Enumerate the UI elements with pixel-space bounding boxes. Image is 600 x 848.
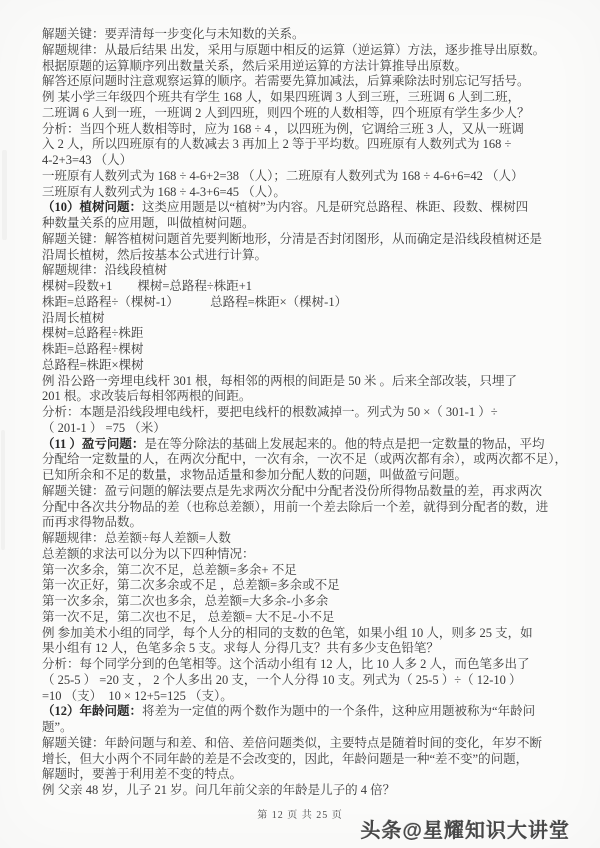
text-line	[42, 626, 578, 642]
text-line	[42, 389, 578, 405]
text-line	[42, 279, 578, 295]
text-line	[42, 594, 578, 610]
text-line	[42, 43, 578, 59]
text-line	[42, 358, 578, 374]
text-run: 将差为一定值的两个数作为题中的一个条件，这种应用题被称为“年龄问	[142, 704, 536, 719]
text-run: 解题规律：从最后结果 出发，采用与原题中相反的运算（逆运算）方法，逐步推导出原数。	[42, 42, 546, 57]
text-run: 解题规律：沿线段植树	[42, 263, 168, 278]
section-heading: （12）年龄问题：	[42, 704, 143, 719]
text-run: 第一次多余，第二次不足，总差额=多余+ 不足	[42, 562, 297, 577]
text-line	[42, 342, 578, 358]
watermark	[360, 814, 570, 843]
text-line	[42, 752, 578, 768]
text-run: 题”。	[42, 720, 73, 734]
text-line	[42, 27, 578, 43]
text-line	[42, 216, 578, 232]
text-line	[42, 137, 578, 153]
text-run: 株距=总路程÷（棵树-1） 总路程=株距×（棵树-1）	[42, 294, 348, 309]
text-run: 第一次不足，第二次也不足， 总差额= 大不足-小不足	[42, 609, 335, 624]
text-run: 第一次正好，第二次多余或不足 ，总差额=多余或不足	[42, 578, 340, 593]
text-run: 棵树=总路程÷株距	[42, 326, 144, 341]
text-run: 201 根。求改装后每相邻两根的间距。	[42, 389, 252, 404]
text-line	[42, 263, 578, 279]
text-line	[42, 153, 578, 169]
text-run: 是在等分除法的基础上发展起来的。他的特点是把一定数量的物品，平均	[144, 436, 545, 451]
text-line	[42, 468, 578, 484]
text-line	[42, 783, 578, 799]
text-line	[42, 374, 578, 390]
text-run: 解题关键：要弄清每一步变化与未知数的关系。	[42, 27, 305, 41]
text-line	[42, 704, 578, 720]
text-run: 解题关键：解答植树问题首先要判断地形，分清是否封闭图形，从而确定是沿线段植树还是	[42, 231, 543, 246]
text-run: 第一次多余，第二次也多余，总差额=大多余-小多余	[42, 594, 329, 608]
text-run: 总差额的求法可以分为以下四种情况：	[42, 546, 255, 561]
text-run: 分析：每个同学分到的色笔相等。这个活动小组有 12 人，比 10 人多 2 人，而色笔多出了	[42, 657, 530, 671]
text-line	[42, 531, 578, 547]
text-run: 棵树=段数+1 棵树=总路程÷株距+1	[42, 279, 253, 293]
text-line	[42, 185, 578, 201]
text-run: 解题关键：盈亏问题的解法要点是先求两次分配中分配者没份所得物品数量的差，再求两次	[42, 483, 543, 498]
text-run: 分析：当四个班人数相等时，应为 168 ÷ 4 ，以四班为例，它调给三班 3 人，又从一班调	[42, 121, 524, 136]
text-line	[42, 515, 578, 531]
text-line	[42, 689, 578, 705]
text-line	[42, 657, 578, 673]
text-run: 解题规律：总差额÷每人差额=人数	[42, 531, 231, 545]
text-line	[42, 578, 578, 594]
text-line	[42, 326, 578, 342]
text-line	[42, 122, 578, 138]
text-run: 二班调 6 人到一班，一班调 2 人到四班，则四个班的人数相等，四个班原有学生多少人？	[42, 105, 530, 120]
text-line	[42, 767, 578, 783]
text-run: 分配给一定数量的人，在两次分配中，一次有余，一次不足（或两次都有余），或两次都不足），	[42, 452, 568, 467]
text-line	[42, 736, 578, 752]
text-run: 根据原题的运算顺序列出数量关系，然后采用逆运算的方法计算推导出原数。	[42, 58, 468, 73]
scan-artifact	[1, 430, 5, 550]
text-run: 例 沿公路一旁埋电线杆 301 根，每相邻的两根的间距是 50 米 。后来全部改装，只埋了	[42, 373, 518, 388]
text-run: 沿周长植树	[42, 310, 105, 325]
document-text-body	[42, 27, 578, 799]
text-line	[42, 311, 578, 327]
text-run: 入 2 人，所以四班原有的人数减去 3 再加上 2 等于平均数。四班原有人数列式为 168 ÷	[42, 137, 512, 152]
text-run: 种数量关系的应用题，叫做植树问题。	[42, 216, 255, 230]
text-run: 分析：本题是沿线段埋电线杆，要把电线杆的根数减掉一。列式为 50 ×（ 301-1 ）÷	[42, 405, 498, 419]
text-line	[42, 610, 578, 626]
text-run: 总路程=株距×棵树	[42, 357, 144, 372]
page-number-indicator: 第 12 页 共 25 页	[257, 810, 343, 821]
text-line	[42, 232, 578, 248]
text-line	[42, 90, 578, 106]
text-run: 解题时，要善于利用差不变的特点。	[42, 767, 243, 782]
section-heading: （10）植树问题：	[42, 200, 143, 215]
text-line	[42, 720, 578, 736]
text-run: 分配中各次共分物品的差（也称总差额），用前一个差去除后一个差，就得到分配者的数，进	[42, 499, 549, 514]
text-run: 增长，但大小两个不同年龄的差是不会改变的，因此，年龄问题是一种“差不变”的问题，	[42, 751, 529, 766]
text-line	[42, 563, 578, 579]
text-run: （ 201-1 ） =75 （米）	[42, 420, 166, 435]
text-line	[42, 169, 578, 185]
text-line	[42, 421, 578, 437]
text-line	[42, 405, 578, 421]
text-run: （ 25-5 ） =20 支 ， 2 个人多出 20 支，一个人分得 10 支。列式为（ 25-5 ）÷（ 12-10 ）	[42, 672, 522, 687]
text-line	[42, 484, 578, 500]
text-run: 一班原有人数列式为 168 ÷ 4-6+2=38 （人）；二班原有人数列式为 168 ÷ 4-6+6=42 （人）	[42, 168, 524, 183]
text-run: 这类应用题是以“植树”为内容。凡是研究总路程、株距、段数、棵树四	[142, 200, 529, 215]
text-line	[42, 547, 578, 563]
text-line	[42, 248, 578, 264]
text-run: 解答还原问题时注意观察运算的顺序。若需要先算加减法，后算乘除法时别忘记写括号。	[42, 74, 530, 89]
text-line	[42, 673, 578, 689]
text-run: 例 某小学三年级四个班共有学生 168 人，如果四班调 3 人到三班，三班调 6 人到二班，	[42, 90, 521, 104]
text-line	[42, 452, 578, 468]
text-run: 解题关键：年龄问题与和差、和倍、差倍问题类似，主要特点是随着时间的变化，年岁不断	[42, 735, 543, 750]
text-run: 例 参加美术小组的同学，每个人分的相同的支数的色笔，如果小组 10 人，则多 25 支，如	[42, 625, 533, 640]
text-line	[42, 74, 578, 90]
text-line	[42, 437, 578, 453]
text-run: 已知所余和不足的数量，求物品适量和参加分配人数的问题，叫做盈亏问题。	[42, 468, 468, 482]
text-line	[42, 200, 578, 216]
watermark-text: 头条@星耀知识大讲堂	[360, 820, 570, 842]
text-run: 三班原有人数列式为 168 ÷ 4-3+6=45 （人）。	[42, 184, 286, 199]
text-line	[42, 59, 578, 75]
text-run: =10 （支） 10 × 12+5=125 （支）。	[42, 688, 233, 703]
text-run: 4-2+3=43 （人）	[42, 153, 133, 167]
text-line	[42, 106, 578, 122]
text-run: 株距=总路程÷棵树	[42, 342, 144, 356]
scan-artifact	[2, 150, 7, 240]
text-line	[42, 641, 578, 657]
section-heading: （11 ）盈亏问题：	[42, 436, 145, 451]
text-run: 例 父亲 48 岁，儿子 21 岁。问几年前父亲的年龄是儿子的 4 倍？	[42, 783, 396, 797]
text-line	[42, 500, 578, 516]
text-run: 果小组有 12 人，色笔多余 5 支。求每人 分得几支？共有多少支色铅笔？	[42, 641, 439, 656]
text-line	[42, 295, 578, 311]
text-run: 而再求得物品数。	[42, 515, 143, 530]
text-run: 沿周长植树，然后按基本公式进行计算。	[42, 247, 268, 262]
